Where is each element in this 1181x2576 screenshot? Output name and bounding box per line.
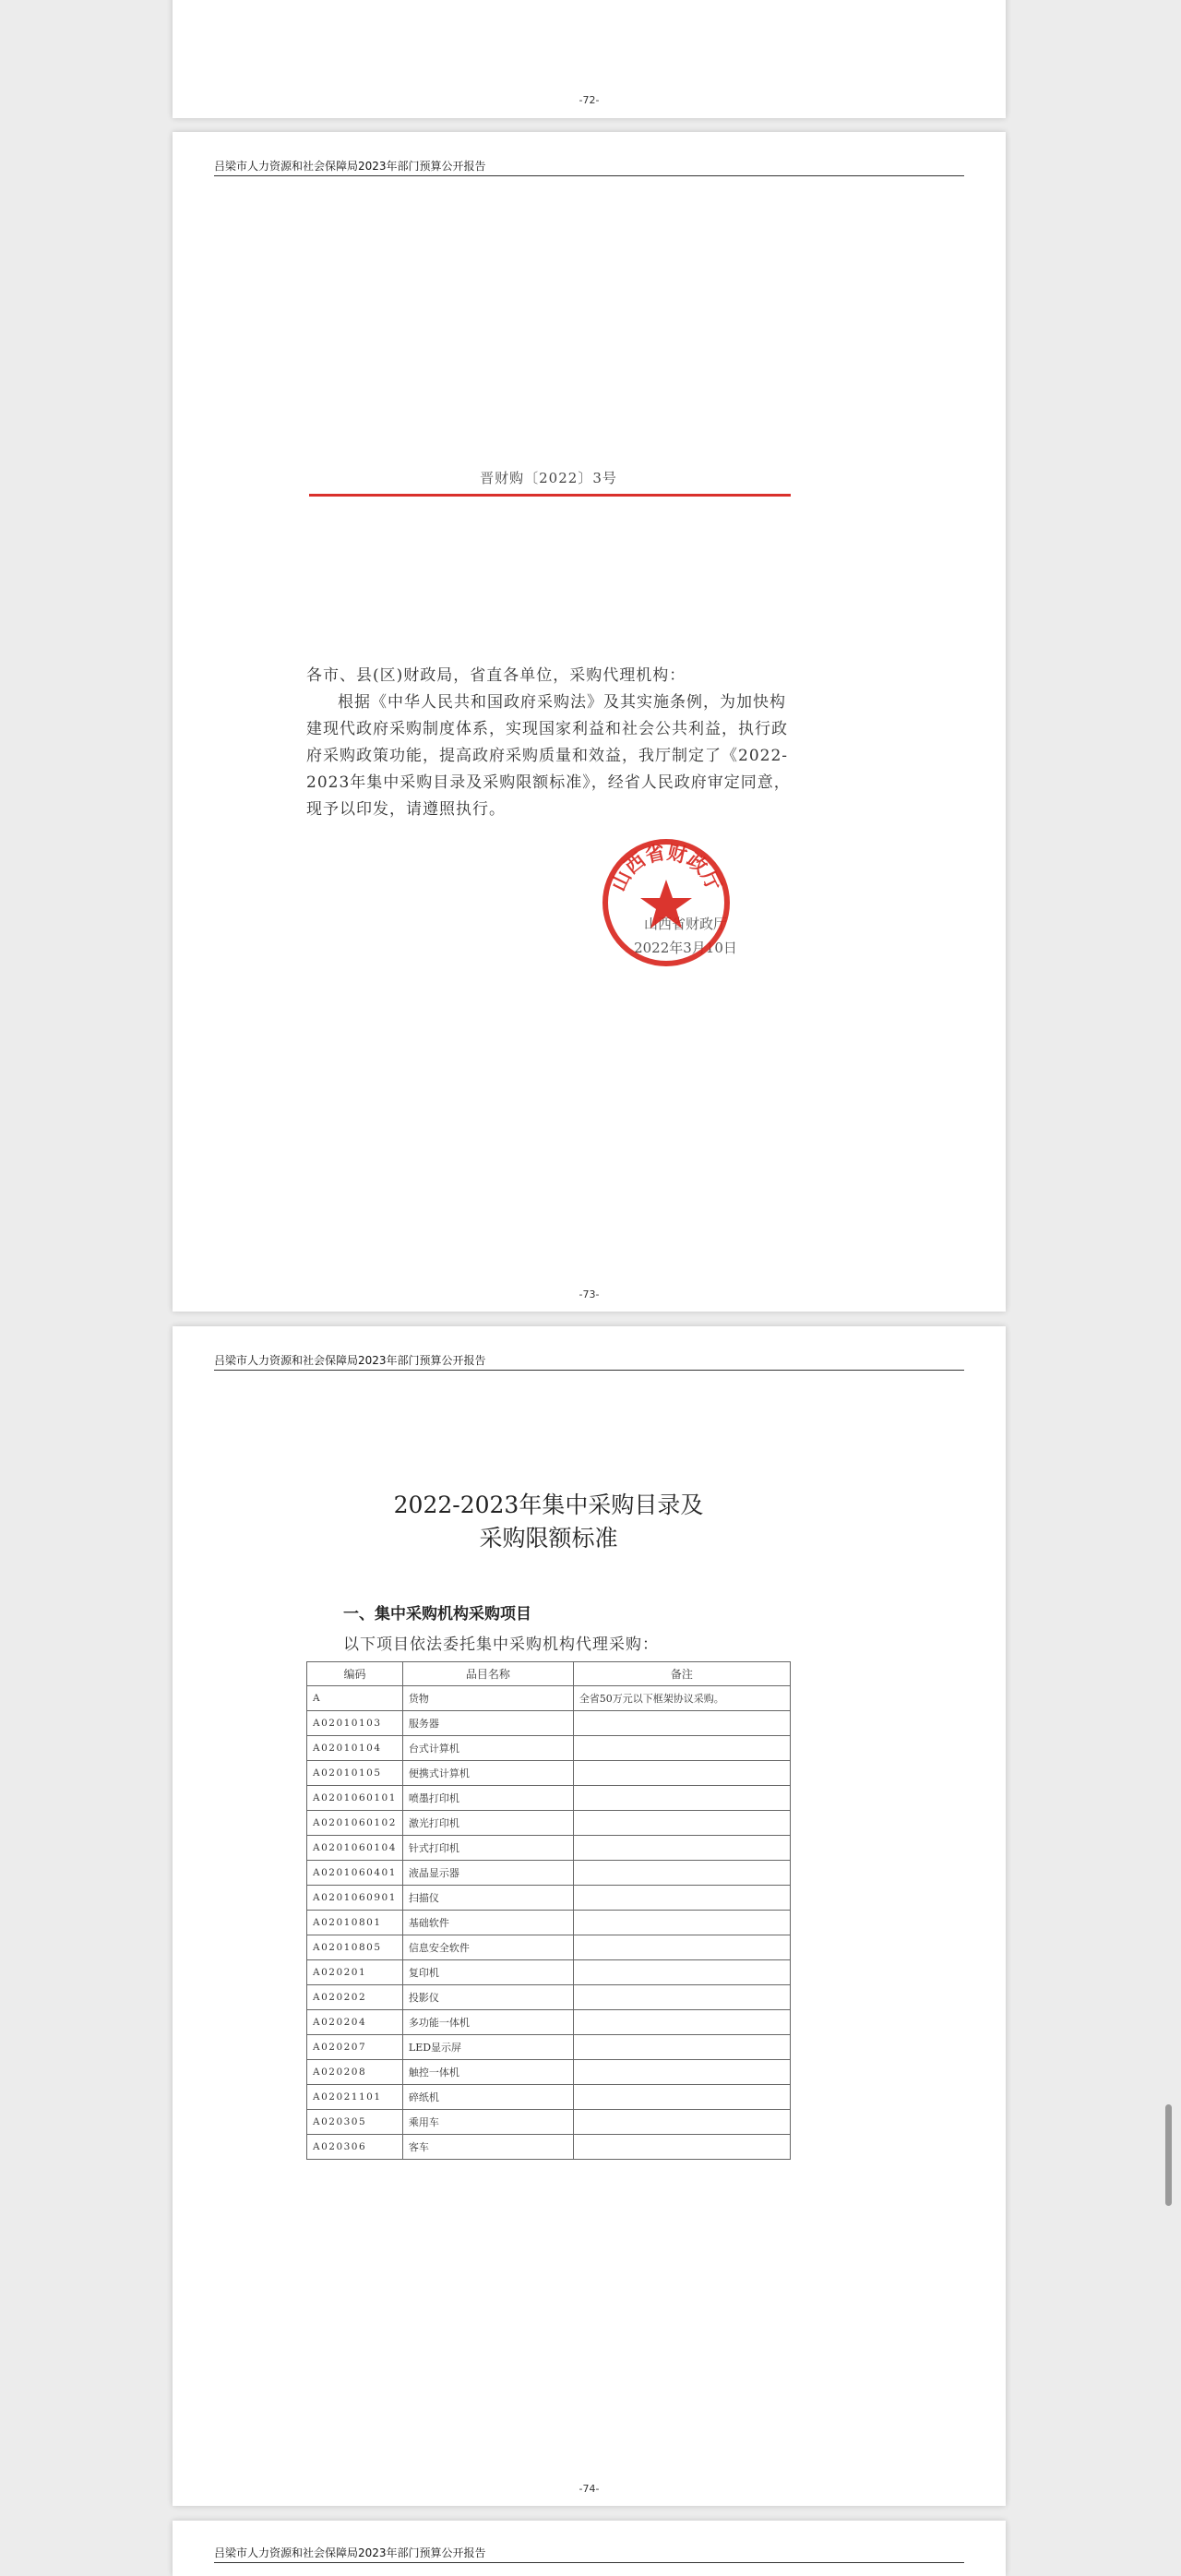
cell-item-name: 信息安全软件 xyxy=(402,1935,573,1960)
page-number: -72- xyxy=(579,94,600,106)
cell-item-name: 便携式计算机 xyxy=(402,1761,573,1786)
cell-note xyxy=(573,2035,790,2060)
cell-note xyxy=(573,1985,790,2010)
table-row xyxy=(307,1861,791,1886)
cell-item-name: 激光打印机 xyxy=(402,1811,573,1836)
cell-code: A02010805 xyxy=(307,1935,403,1960)
table-body xyxy=(307,1686,791,2160)
cell-note xyxy=(573,1911,790,1935)
title-line-2: 采购限额标准 xyxy=(479,1525,618,1552)
table-row xyxy=(307,1711,791,1736)
cell-code: A0201060901 xyxy=(307,1886,403,1911)
cell-code: A0201060401 xyxy=(307,1861,403,1886)
cell-note xyxy=(573,2010,790,2035)
sender-name: 山西省财政厅 xyxy=(643,916,727,932)
cell-note xyxy=(573,1736,790,1761)
column-header-name: 品目名称 xyxy=(402,1662,573,1686)
red-divider xyxy=(309,494,791,497)
cell-code: A020306 xyxy=(307,2135,403,2160)
cell-code: A02021101 xyxy=(307,2085,403,2110)
page-72 xyxy=(173,0,1006,118)
table-row xyxy=(307,2085,791,2110)
cell-note xyxy=(573,1861,790,1886)
column-header-code: 编码 xyxy=(307,1662,403,1686)
cell-item-name: 液晶显示器 xyxy=(402,1861,573,1886)
cell-item-name: 台式计算机 xyxy=(402,1736,573,1761)
seal-text: 山西省财政厅 xyxy=(606,840,726,895)
cell-note xyxy=(573,2085,790,2110)
intro-text: 以下项目依法委托集中采购机构代理采购： xyxy=(343,1635,659,1654)
cell-code: A020204 xyxy=(307,2010,403,2035)
cell-code: A020305 xyxy=(307,2110,403,2135)
table-row xyxy=(307,1960,791,1985)
cell-code: A02010105 xyxy=(307,1761,403,1786)
cell-item-name: 触控一体机 xyxy=(402,2060,573,2085)
table-row xyxy=(307,1911,791,1935)
cell-item-name: 投影仪 xyxy=(402,1985,573,2010)
cell-item-name: 货物 xyxy=(402,1686,573,1711)
cell-note: 全省50万元以下框架协议采购。 xyxy=(573,1686,790,1711)
procurement-table xyxy=(306,1661,791,2160)
table-row xyxy=(307,1786,791,1811)
page-74 xyxy=(173,1326,1006,2506)
cell-note xyxy=(573,1761,790,1786)
document-number: 晋财购〔2022〕3号 xyxy=(480,470,617,486)
cell-item-name: LED显示屏 xyxy=(402,2035,573,2060)
page-header: 吕梁市人力资源和社会保障局2023年部门预算公开报告 xyxy=(214,1352,964,1371)
cell-note xyxy=(573,2110,790,2135)
page-header: 吕梁市人力资源和社会保障局2023年部门预算公开报告 xyxy=(214,158,964,176)
table-row xyxy=(307,2060,791,2085)
cell-code: A020201 xyxy=(307,1960,403,1985)
table-row xyxy=(307,1736,791,1761)
table-row xyxy=(307,2110,791,2135)
title-line-1: 2022-2023年集中采购目录及 xyxy=(393,1492,704,1518)
official-seal-icon xyxy=(597,833,735,972)
cell-note xyxy=(573,1886,790,1911)
table-row xyxy=(307,1985,791,2010)
cell-item-name: 针式打印机 xyxy=(402,1836,573,1861)
table-row xyxy=(307,1836,791,1861)
page-header: 吕梁市人力资源和社会保障局2023年部门预算公开报告 xyxy=(214,2545,964,2563)
cell-note xyxy=(573,1960,790,1985)
letter-body xyxy=(306,663,791,823)
cell-item-name: 复印机 xyxy=(402,1960,573,1985)
document-title xyxy=(306,1489,791,1555)
cell-code: A02010104 xyxy=(307,1736,403,1761)
cell-code: A xyxy=(307,1686,403,1711)
page-number: -73- xyxy=(579,1288,600,1300)
section-heading: 一、集中采购机构采购项目 xyxy=(343,1605,531,1623)
cell-code: A0201060102 xyxy=(307,1811,403,1836)
table-row xyxy=(307,1761,791,1786)
page-75 xyxy=(173,2521,1006,2576)
table-row xyxy=(307,1811,791,1836)
cell-item-name: 客车 xyxy=(402,2135,573,2160)
table-row xyxy=(307,1686,791,1711)
table-row xyxy=(307,2035,791,2060)
cell-code: A02010801 xyxy=(307,1911,403,1935)
scrollbar-thumb[interactable] xyxy=(1165,2104,1172,2206)
cell-note xyxy=(573,1786,790,1811)
issue-date: 2022年3月10日 xyxy=(634,940,737,956)
cell-note xyxy=(573,1711,790,1736)
cell-code: A0201060101 xyxy=(307,1786,403,1811)
cell-item-name: 乘用车 xyxy=(402,2110,573,2135)
cell-item-name: 碎纸机 xyxy=(402,2085,573,2110)
cell-item-name: 扫描仪 xyxy=(402,1886,573,1911)
table-row xyxy=(307,1935,791,1960)
cell-code: A020208 xyxy=(307,2060,403,2085)
table-header-row xyxy=(307,1662,791,1686)
table-row xyxy=(307,2135,791,2160)
table-row xyxy=(307,1886,791,1911)
cell-note xyxy=(573,1935,790,1960)
cell-item-name: 喷墨打印机 xyxy=(402,1786,573,1811)
cell-note xyxy=(573,2060,790,2085)
cell-code: A0201060104 xyxy=(307,1836,403,1861)
column-header-note: 备注 xyxy=(573,1662,790,1686)
page-number: -74- xyxy=(579,2483,600,2495)
cell-code: A020207 xyxy=(307,2035,403,2060)
cell-item-name: 基础软件 xyxy=(402,1911,573,1935)
page-73 xyxy=(173,132,1006,1312)
cell-note xyxy=(573,1811,790,1836)
cell-item-name: 服务器 xyxy=(402,1711,573,1736)
addressee: 各市、县(区)财政局，省直各单位，采购代理机构： xyxy=(306,666,686,685)
cell-code: A02010103 xyxy=(307,1711,403,1736)
cell-note xyxy=(573,2135,790,2160)
cell-item-name: 多功能一体机 xyxy=(402,2010,573,2035)
letter-paragraph: 根据《中华人民共和国政府采购法》及其实施条例，为加快构建现代政府采购制度体系，实现国家利益和社会公共利益，执行政府采购政策功能，提高政府采购质量和效益，我厅制定了《2022-2023年集中采购目录及采购限额标准》，经省人民政府审定同意，现予以印发，请遵照执行。 xyxy=(306,693,791,819)
cell-note xyxy=(573,1836,790,1861)
cell-code: A020202 xyxy=(307,1985,403,2010)
table-row xyxy=(307,2010,791,2035)
